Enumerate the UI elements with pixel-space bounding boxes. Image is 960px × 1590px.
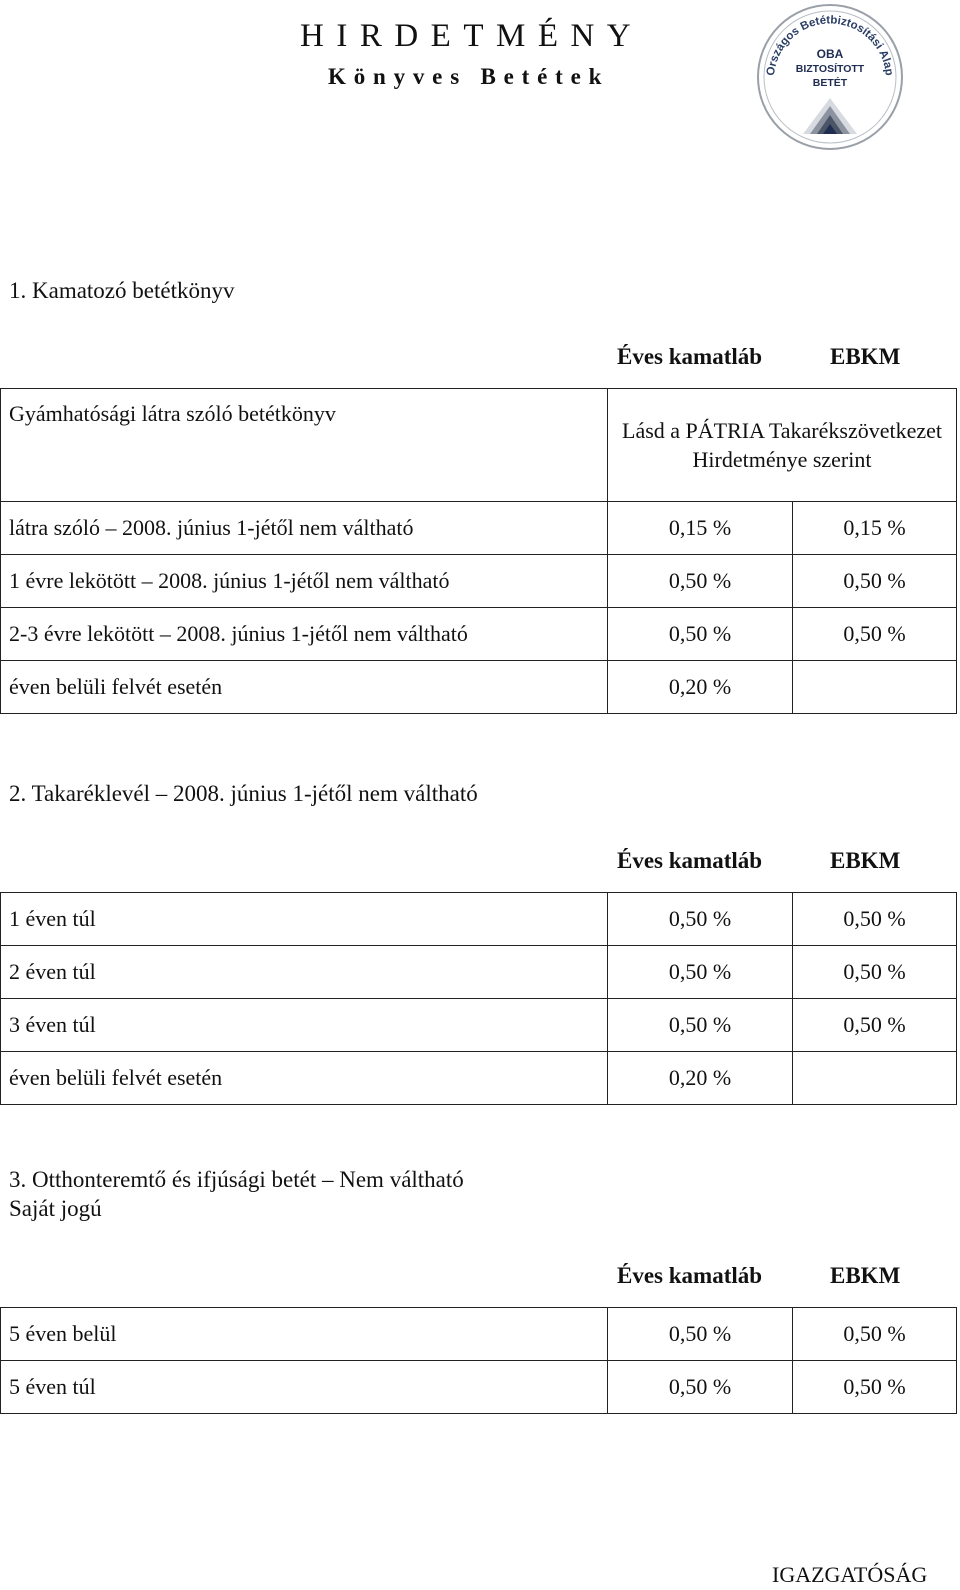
section1-heading: 1. Kamatozó betétkönyv [9,278,235,303]
section1-ebkm-header: EBKM [830,344,901,369]
section1-rate-header: Éves kamatláb [617,344,763,369]
row-label: látra szóló – 2008. június 1-jétől nem váltható [1,502,608,555]
row-label: Gyámhatósági látra szóló betétkönyv [1,389,608,502]
rate-cell: 0,15 % [608,502,793,555]
section3-ebkm-header: EBKM [830,1263,901,1288]
rate-cell: 0,50 % [608,893,793,946]
logo-line-oba: OBA [816,47,844,61]
table-row [1,893,957,946]
document-subtitle: Könyves Betétek [328,64,610,89]
ebkm-cell: 0,15 % [793,502,957,555]
document-title: HIRDETMÉNY [300,18,644,54]
table-row [1,1361,957,1414]
rate-cell: 0,50 % [608,999,793,1052]
table-row [1,1052,957,1105]
table-row [1,389,957,502]
row-label: éven belüli felvét esetén [1,1052,608,1105]
row-label: 3 éven túl [1,999,608,1052]
row-label: 1 éven túl [1,893,608,946]
ebkm-cell: 0,50 % [793,946,957,999]
merged-note: Lásd a PÁTRIA Takarékszövetkezet Hirdetménye szerint [608,389,957,502]
table-row [1,502,957,555]
section1-table [0,388,957,714]
ebkm-cell: 0,50 % [793,893,957,946]
section2-heading: 2. Takaréklevél – 2008. június 1-jétől nem váltható [9,781,478,806]
rate-cell: 0,50 % [608,1308,793,1361]
row-label: 5 éven túl [1,1361,608,1414]
row-label: 1 évre lekötött – 2008. június 1-jétől nem váltható [1,555,608,608]
rate-cell: 0,50 % [608,608,793,661]
rate-cell: 0,50 % [608,1361,793,1414]
section3-rate-header: Éves kamatláb [617,1263,763,1288]
table-row [1,555,957,608]
section3-heading [9,1165,464,1223]
row-label: éven belüli felvét esetén [1,661,608,714]
logo-ring-text: Országos Betétbiztosítási Alap [765,14,895,77]
ebkm-cell: 0,50 % [793,999,957,1052]
section3-table [0,1307,957,1414]
rate-cell: 0,20 % [608,661,793,714]
oba-logo [755,2,905,152]
row-label: 2-3 évre lekötött – 2008. június 1-jétől nem váltható [1,608,608,661]
table-row [1,999,957,1052]
section3-heading-line1: 3. Otthonteremtő és ifjúsági betét – Nem váltható [9,1167,464,1192]
ebkm-cell: 0,50 % [793,1361,957,1414]
row-label: 5 éven belül [1,1308,608,1361]
logo-line-betet: BETÉT [812,77,848,89]
ebkm-cell: 0,50 % [793,1308,957,1361]
table-row [1,661,957,714]
section2-table [0,892,957,1105]
table-row [1,1308,957,1361]
ebkm-cell: 0,50 % [793,608,957,661]
section3-heading-line2: Saját jogú [9,1196,102,1221]
ebkm-cell [793,1052,957,1105]
rate-cell: 0,50 % [608,946,793,999]
table-row [1,946,957,999]
rate-cell: 0,50 % [608,555,793,608]
ebkm-cell: 0,50 % [793,555,957,608]
logo-line-biztositott: BIZTOSÍTOTT [795,63,865,75]
section2-rate-header: Éves kamatláb [617,848,763,873]
section2-ebkm-header: EBKM [830,848,901,873]
row-label: 2 éven túl [1,946,608,999]
rate-cell: 0,20 % [608,1052,793,1105]
signature: IGAZGATÓSÁG [772,1562,928,1587]
ebkm-cell [793,661,957,714]
table-row [1,608,957,661]
